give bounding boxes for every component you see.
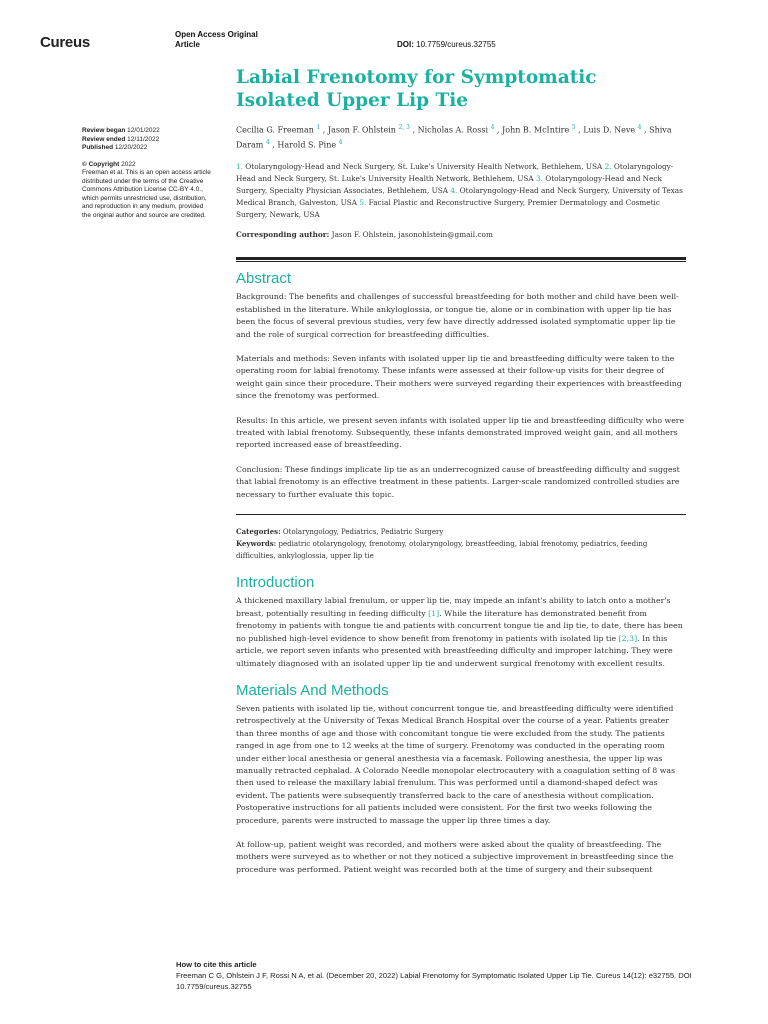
author-affiliation-ref[interactable]: 2, 3 xyxy=(398,124,410,131)
affiliation-number: 4. xyxy=(450,185,458,195)
copyright-year: 2022 xyxy=(121,160,136,168)
categories-keywords xyxy=(236,526,686,563)
affiliation-list xyxy=(236,161,686,220)
intro-text: A thickened maxillary labial frenulum, or upper lip tie, may impede an infant's ability to latch onto a mother's breast, potentially resulting in feeding difficulty xyxy=(236,596,671,618)
review-ended-date: 12/11/2022 xyxy=(127,135,160,143)
review-ended-label: Review ended xyxy=(82,135,126,143)
abstract-background: Background: The benefits and challenges of successful breastfeeding for both mother and child have been well-established in the literature. While ankyloglossia, or tongue tie, alone or in combination with upper lip tie has been the focus of several previous studies, very few have directly addressed isolated symptomatic upper lip tie and the role of surgical correction for breastfeeding difficulties. xyxy=(236,292,679,339)
article-history-sidebar xyxy=(82,127,212,220)
review-began-label: Review began xyxy=(82,127,126,134)
categories-label: Categories: xyxy=(236,526,281,536)
author-name[interactable]: John B. McIntire xyxy=(502,125,570,135)
affiliation-number: 5. xyxy=(359,197,367,207)
categories-value[interactable]: Otolaryngology, Pediatrics, Pediatric Surgery xyxy=(282,527,444,536)
author-affiliation-ref[interactable]: 4 xyxy=(637,124,642,131)
author-affiliation-ref[interactable]: 4 xyxy=(338,139,343,147)
abstract-divider xyxy=(236,514,686,515)
affiliation-number: 1. xyxy=(236,162,243,172)
keywords-value: pediatric otolaryngology, frenotomy, otolaryngology, breastfeeding, labial frenotomy, pediatrics, feeding difficulties, ankyloglossia, upper lip tie xyxy=(236,540,648,560)
review-ended-row xyxy=(82,136,212,145)
copyright-row xyxy=(82,161,212,170)
doi-header[interactable] xyxy=(397,40,496,49)
affiliation-number: 2. xyxy=(604,162,612,172)
published-row xyxy=(82,144,212,153)
doi-value: 10.7759/cureus.32755 xyxy=(416,40,496,49)
affiliation-text: Otolaryngology-Head and Neck Surgery, St. Luke's University Health Network, Bethlehem, USA xyxy=(245,162,603,172)
review-began-row xyxy=(82,127,212,136)
citation-link[interactable]: [1] xyxy=(428,608,440,618)
introduction-paragraph xyxy=(236,595,686,669)
affiliation-number: 3. xyxy=(535,174,543,184)
author-affiliation-ref[interactable]: 5 xyxy=(571,124,576,131)
abstract-heading: Abstract xyxy=(236,270,292,288)
how-to-cite xyxy=(176,959,716,992)
keywords-label: Keywords: xyxy=(236,539,277,549)
corresponding-label: Corresponding author: xyxy=(236,230,330,240)
copyright-label: © Copyright xyxy=(82,160,120,168)
published-label: Published xyxy=(82,144,114,151)
abstract-methods: Materials and methods: Seven infants with isolated upper lip tie and breastfeeding difficulty were taken to the operating room for labial frenotomy. These infants were assessed at their follow-up visits for their degree of weight gain since their procedure. Their mothers were surveyed regarding their experiences with breastfeeding since the frenotomy was performed. xyxy=(236,353,682,401)
author-name[interactable]: Luis D. Neve xyxy=(583,125,636,135)
introduction-heading: Introduction xyxy=(236,574,315,592)
citation-text: Freeman C G, Ohlstein J F, Rossi N A, et al. (December 20, 2022) Labial Frenotomy for Symptomatic Isolated Upper Lip Tie. Cureus 14(12): e32755. DOI 10.7759/cureus.32755 xyxy=(176,971,692,991)
affiliation-text: Facial Plastic and Reconstructive Surgery, Premier Dermatology and Cosmetic Surgery, Newark, USA xyxy=(236,197,660,219)
intro-text: . In this article, we report seven infants who presented with breastfeeding difficulty and improper latching. They were ultimately diagnosed with an isolated upper lip tie and underwent surgical frenotomy with excellent results. xyxy=(236,633,673,668)
corresponding-author-contact[interactable]: Jason F. Ohlstein, jasonohlstein@gmail.com xyxy=(331,230,493,240)
cureus-logo[interactable]: Cureus xyxy=(40,34,90,51)
author-name[interactable]: Jason F. Ohlstein xyxy=(327,125,396,135)
article-title: Labial Frenotomy for Symptomatic Isolated Upper Lip Tie xyxy=(236,67,597,111)
how-to-cite-label: How to cite this article xyxy=(176,960,257,969)
section-divider xyxy=(236,257,686,262)
affiliation-text: Otolaryngology-Head and Neck Surgery, St. Luke's University Health Network, Bethlehem, USA xyxy=(236,162,674,184)
published-date: 12/20/2022 xyxy=(114,144,148,151)
article-type-label: Open Access Original Article xyxy=(175,30,258,49)
intro-text: . While the literature has demonstrated benefit from frenotomy in patients with tongue tie and patients with concurrent tongue tie and lip tie, to date, there has been no published high-level evidence to show benefit from frenotomy in patients with isolated lip tie xyxy=(236,608,683,643)
author-name[interactable]: Harold S. Pine xyxy=(277,140,337,150)
author-affiliation-ref[interactable]: 1 xyxy=(316,124,321,131)
author-name[interactable]: Nicholas A. Rossi xyxy=(417,125,489,135)
corresponding-author xyxy=(236,230,686,239)
citation-link[interactable]: [2,3] xyxy=(618,633,638,643)
article-main xyxy=(236,66,686,876)
author-affiliation-ref[interactable]: 4 xyxy=(490,124,495,131)
license-text: Freeman et al. This is an open access article distributed under the terms of the Creative Commons Attribution License CC-BY 4.0., which permits unrestricted use, distribution, and reproduction in any medium, provided the original author and source are credited. xyxy=(82,169,211,219)
review-began-date: 12/01/2022 xyxy=(127,127,160,134)
author-affiliation-ref[interactable]: 4 xyxy=(265,139,270,147)
doi-label: DOI: xyxy=(397,40,414,49)
methods-paragraph: Seven patients with isolated lip tie, without concurrent tongue tie, and breastfeeding difficulty were identified retrospectively at the University of Texas Medical Branch Hospital over the course of a year. Patients greater than three months of age and those with concomitant tongue tie were excluded from the study. The patients ranged in age from one to 12 weeks at the time of surgery. Frenotomy was conducted in the operating room under either local anesthesia or general anesthesia via a facemask. Following anesthesia, the upper lip was manually retracted cephalad. A Colorado Needle monopolar electrocautery with a coagulation setting of 8 was then used to release the maxillary labial frenulum. This was performed until a diamond-shaped defect was evident. The patients were subsequently transferred back to the care of anesthesia without complication. Postoperative instructions for all patients included were consistent. For the first two weeks following the procedure, parents were instructed to massage the upper lip three times a day. xyxy=(236,703,676,825)
categories-row xyxy=(236,526,686,539)
keywords-row xyxy=(236,538,686,562)
methods-paragraph: At follow-up, patient weight was recorded, and mothers were asked about the quality of breastfeeding. The mothers were surveyed as to whether or not they noticed a subjective improvement in breastfeeding since the procedure was performed. Patient weight was recorded both at the time of surgery and their subsequent xyxy=(236,839,674,874)
affiliation-text: Otolaryngology-Head and Neck Surgery, University of Texas Medical Branch, Galveston, USA xyxy=(236,185,683,207)
abstract-conclusion: Conclusion: These findings implicate lip tie as an underrecognized cause of breastfeeding difficulty and suggest that labial frenotomy is an effective treatment in these patients. Larger-scale randomized controlled studies are necessary to further evaluate this topic. xyxy=(236,464,680,499)
abstract-results: Results: In this article, we present seven infants with isolated upper lip tie and breastfeeding difficulty who were treated with labial frenotomy. Subsequently, these infants demonstrated improved weight gain, and all mothers reported increased ease of breastfeeding. xyxy=(236,415,685,450)
author-name[interactable]: Cecilia G. Freeman xyxy=(236,125,314,135)
affiliation-text: Otolaryngology-Head and Neck Surgery, Specialty Physician Associates, Bethlehem, USA xyxy=(236,174,662,195)
author-list: Cecilia G. Freeman $^1$ , Jason F. Ohlstein $^{2, 3}$ , Nicholas A. Rossi $^4$ , John B. McIntire $^5$ , Luis D. Neve $^4$ , Shiva Daram $^4$ , Harold S. Pine $^4$ xyxy=(236,124,672,150)
methods-heading: Materials And Methods xyxy=(236,681,389,699)
author-name[interactable]: Shiva Daram xyxy=(236,125,672,150)
